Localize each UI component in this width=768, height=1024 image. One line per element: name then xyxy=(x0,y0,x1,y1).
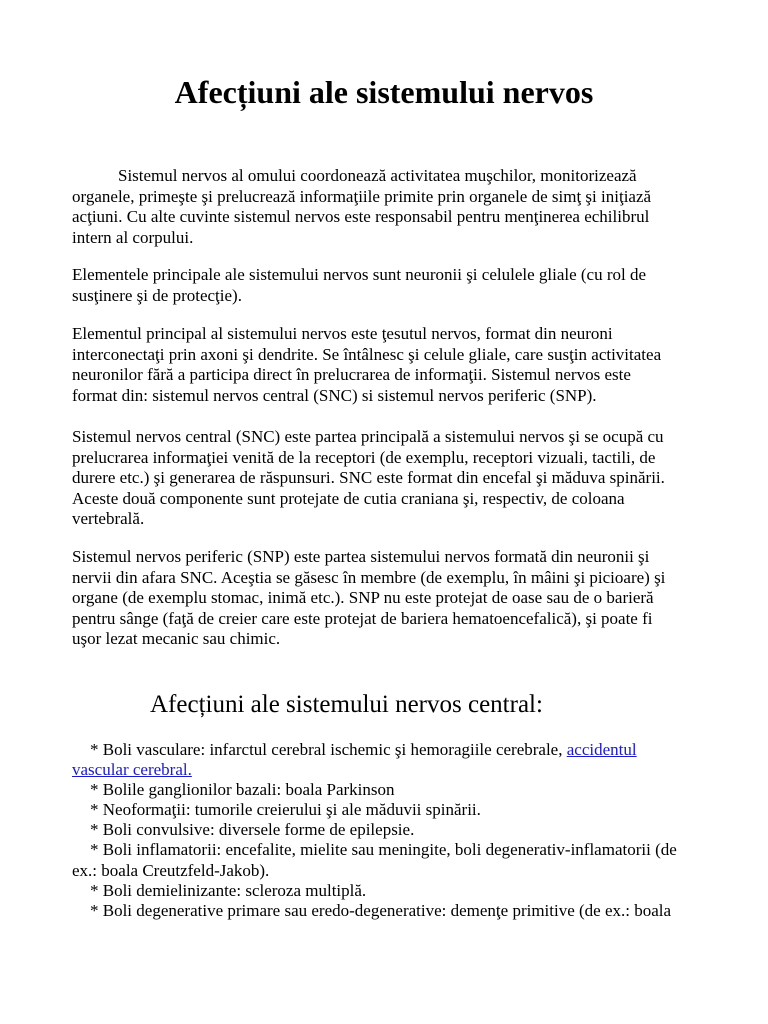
paragraph-line: neuronilor fără a participa direct în prelucrarea de informaţii. Sistemul nervos este xyxy=(72,365,631,384)
list-item-text: * Boli vasculare: infarctul cerebral ischemic şi hemoragiile cerebrale, xyxy=(90,740,567,759)
list-item-basal-ganglia xyxy=(72,780,712,800)
list-line: * Boli degenerative primare sau eredo-degenerative: demenţe primitive (de ex.: boala xyxy=(90,900,672,920)
paragraph-line: Aceste două componente sunt protejate de cutia craniana şi, respectiv, de coloana xyxy=(72,488,625,508)
paragraph-line: prelucrarea informaţiei venită de la receptori (de exemplu, receptori vizuali, tactili, de xyxy=(72,447,656,467)
paragraph-peripheral-nervous-system xyxy=(72,547,712,650)
paragraph-line: intern al corpului. xyxy=(72,227,194,247)
section-heading: Afecțiuni ale sistemului nervos central: xyxy=(150,691,543,718)
paragraph-line: format din: sistemul nervos central (SNC) si sistemul nervos periferic (SNP). xyxy=(72,385,597,405)
document-title: Afecțiuni ale sistemului nervos xyxy=(174,74,594,110)
paragraph-line: Sistemul nervos central (SNC) este partea principală a sistemului nervos şi se ocupă cu xyxy=(72,427,664,446)
list-item-convulsive xyxy=(72,820,712,840)
list-item-demyelinating xyxy=(72,881,712,901)
paragraph-line: nervii din afara SNC. Aceştia se găsesc în membre (de exemplu, în mâini şi picioare) şi xyxy=(72,567,666,587)
link-accidentul-vascular-cerebral-continued[interactable]: vascular cerebral. xyxy=(72,760,192,780)
paragraph-line: Elementul principal al sistemului nervos este ţesutul nervos, format din neuroni xyxy=(72,324,613,343)
paragraph-line: Sistemul nervos al omului coordonează activitatea muşchilor, monitorizează xyxy=(118,166,637,185)
list-line: * Bolile ganglionilor bazali: boala Parkinson xyxy=(90,780,395,800)
list-line xyxy=(72,760,712,780)
paragraph-main-elements xyxy=(72,265,712,306)
paragraph-central-nervous-system xyxy=(72,427,712,530)
list-item-degenerative xyxy=(72,901,712,921)
paragraph-line: uşor lezat mecanic sau chimic. xyxy=(72,629,281,648)
list-line: * Boli inflamatorii: encefalite, mielite sau meningite, boli degenerativ-inflamatorii (de xyxy=(90,840,677,860)
list-line: * Neoformaţii: tumorile creierului şi ale măduvii spinării. xyxy=(90,800,481,820)
paragraph-line: vertebrală. xyxy=(72,509,145,528)
paragraph-line: acţiuni. Cu alte cuvinte sistemul nervos este responsabil pentru menţinerea echilibrul xyxy=(72,207,650,226)
paragraph-nervous-tissue xyxy=(72,324,712,406)
list-item-vascular xyxy=(72,740,712,780)
list-item-inflammatory xyxy=(72,840,712,880)
list-line: * Boli convulsive: diversele forme de epilepsie. xyxy=(90,820,415,840)
paragraph-line: organele, primeşte şi prelucrează informaţiile primite prin organele de simţ şi iniţiază xyxy=(72,186,652,206)
paragraph-line: susţinere şi de protecţie). xyxy=(72,285,242,305)
disease-list xyxy=(72,740,712,921)
paragraph-line: pentru sânge (faţă de creier care este protejat de bariera hematoencefalică), şi poate fi xyxy=(72,608,653,628)
paragraph-line: organe (de exemplu stomac, inimă etc.). SNP nu este protejat de oase sau de o barieră xyxy=(72,588,654,607)
link-accidentul-vascular-cerebral[interactable]: accidentul xyxy=(566,740,637,759)
paragraph-line: Sistemul nervos periferic (SNP) este partea sistemului nervos formată din neuronii şi xyxy=(72,547,650,566)
list-line: * Boli demielinizante: scleroza multiplă. xyxy=(90,880,367,900)
paragraph-line: interconectaţi prin axoni şi dendrite. Se întâlnesc şi celule gliale, care susţin activitatea xyxy=(72,344,662,364)
list-item-neoplasms xyxy=(72,800,712,820)
list-line: ex.: boala Creutzfeld-Jakob). xyxy=(72,860,270,880)
paragraph-line: Elementele principale ale sistemului nervos sunt neuronii şi celulele gliale (cu rol de xyxy=(72,265,647,284)
paragraph-line: durere etc.) şi generarea de răspunsuri. SNC este format din encefal şi măduva spinării. xyxy=(72,468,665,487)
paragraph-intro xyxy=(72,166,712,248)
list-line xyxy=(72,740,712,760)
